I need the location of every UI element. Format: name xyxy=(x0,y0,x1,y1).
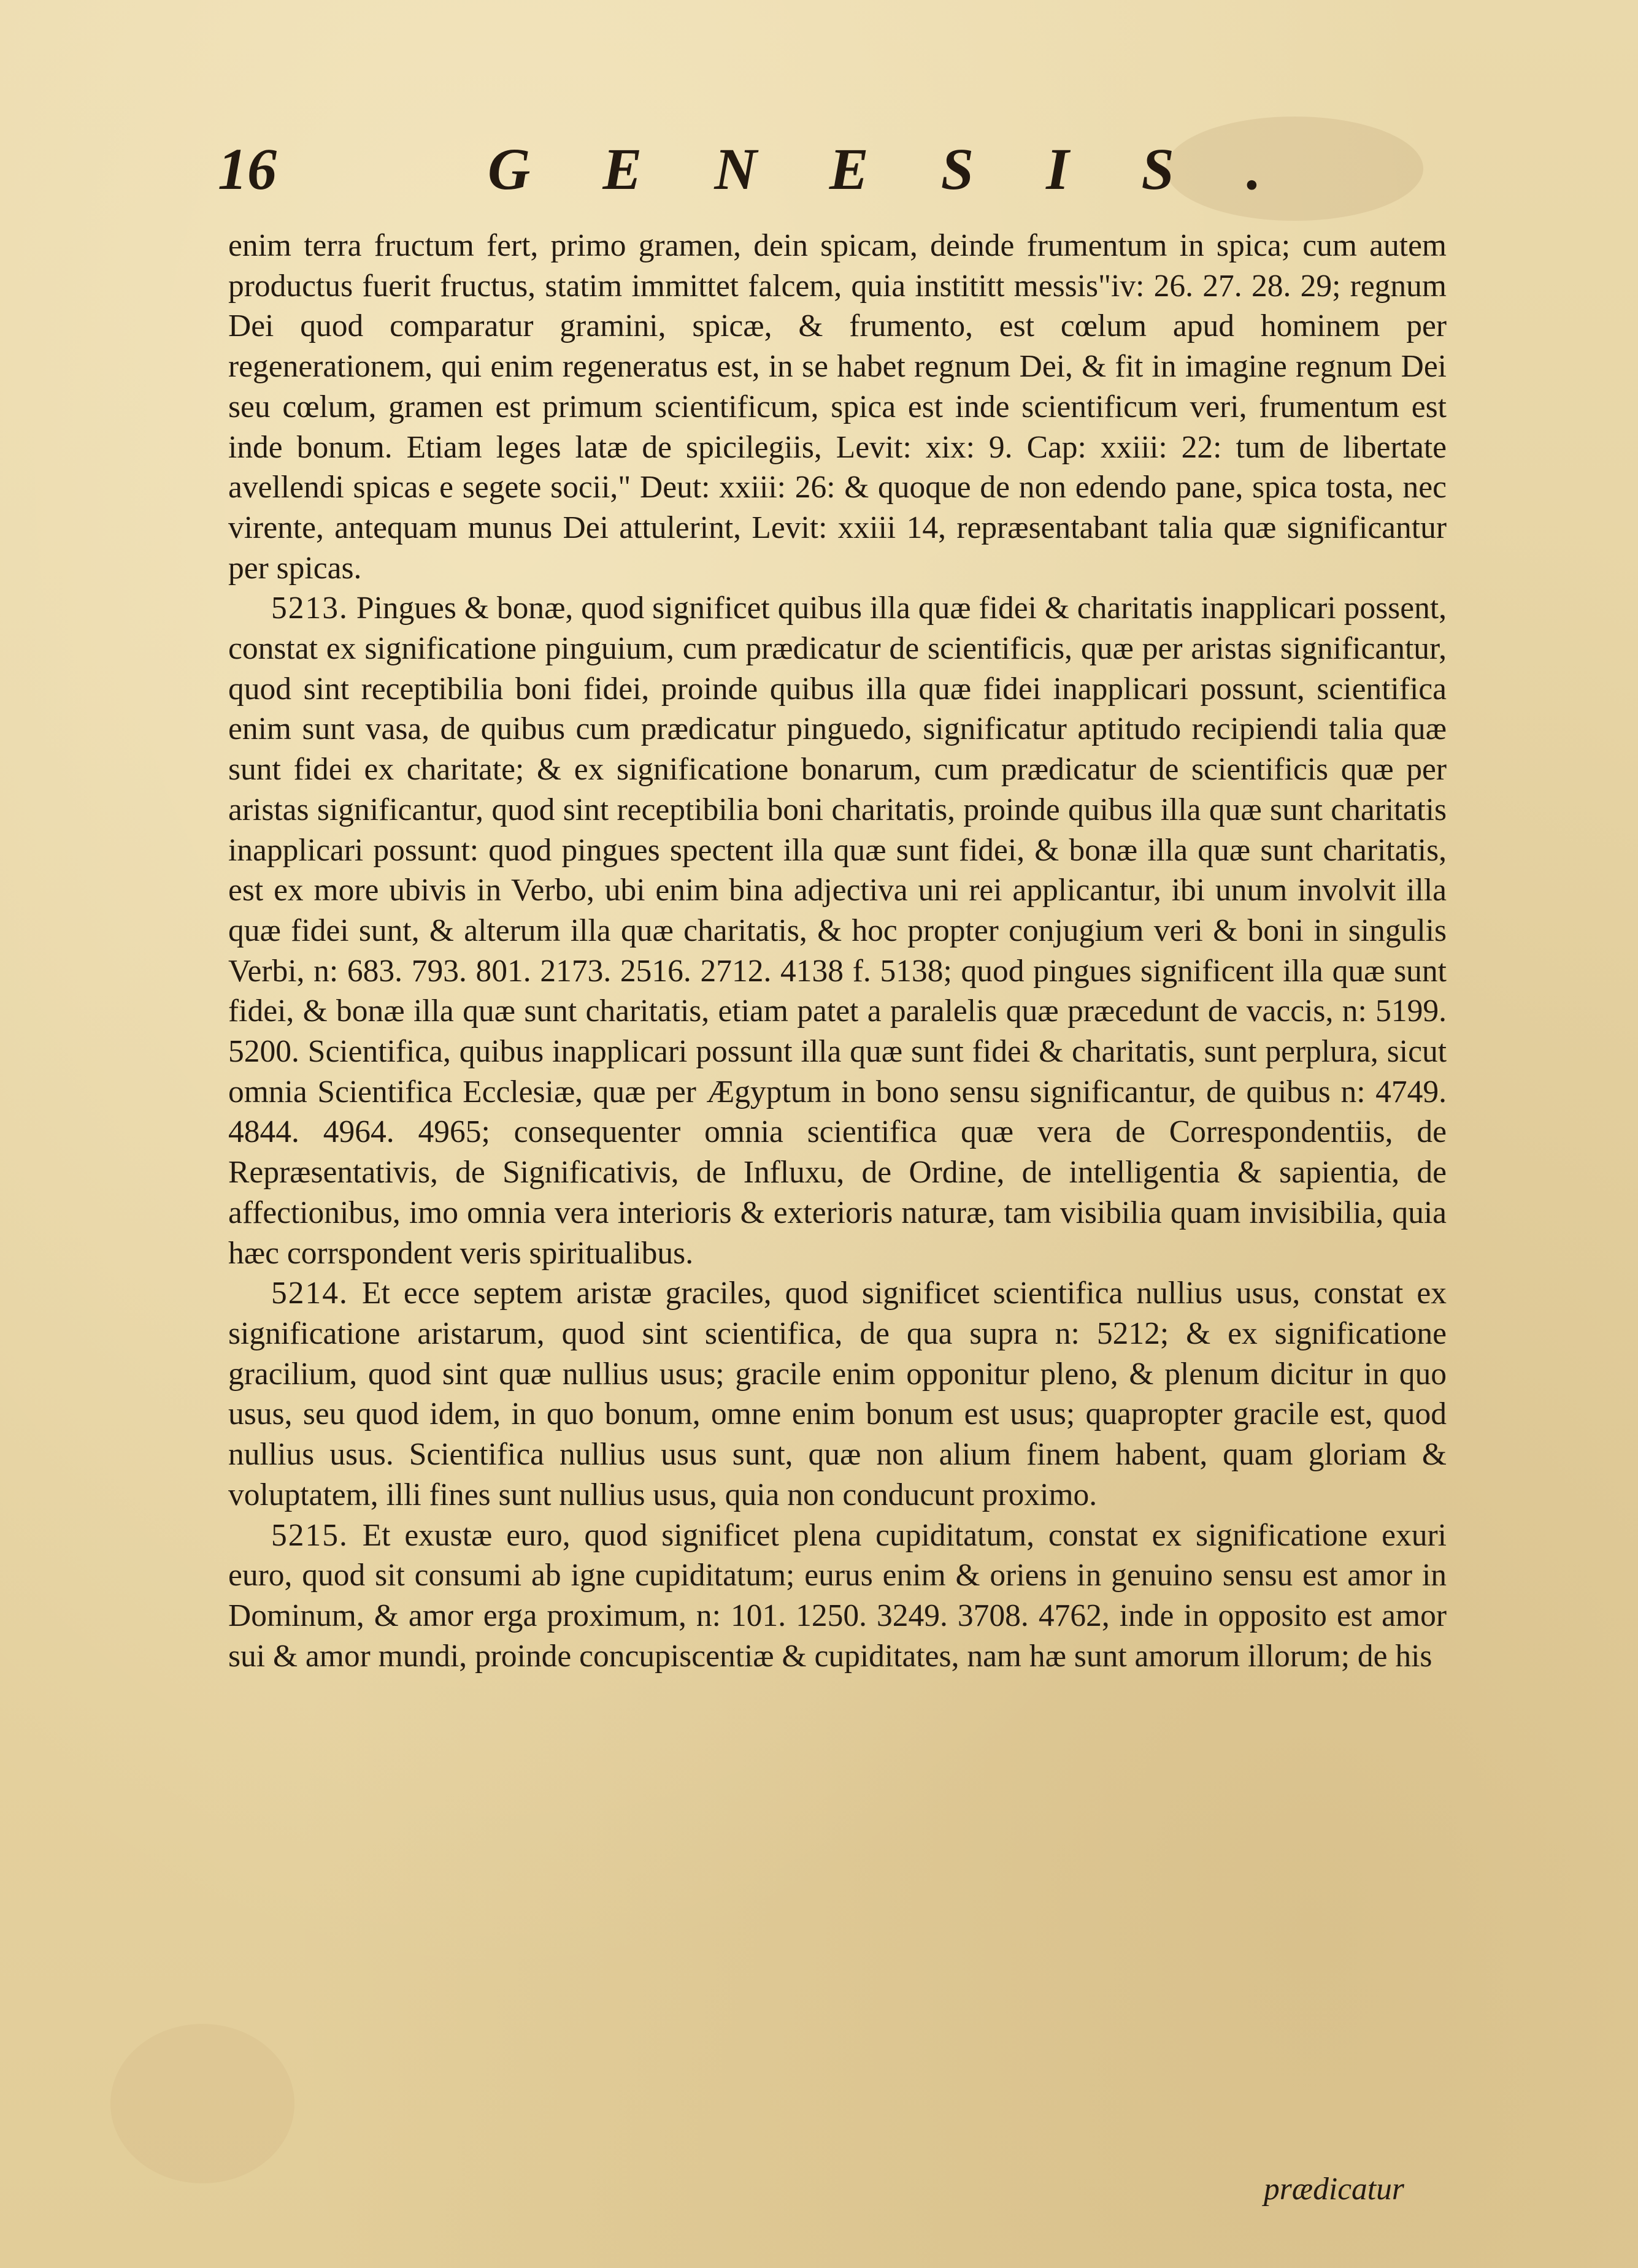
paragraph-5214 xyxy=(228,1273,1447,1515)
paragraph-5215 xyxy=(228,1515,1447,1677)
page-number: 16 xyxy=(218,136,277,202)
paragraph-5213 xyxy=(228,588,1447,1273)
running-head xyxy=(218,136,1445,220)
catchword: prædicatur xyxy=(1264,2172,1404,2207)
body-text xyxy=(228,226,1447,1676)
book-title: GENESIS. xyxy=(488,136,1334,202)
paragraph-number: 5215. xyxy=(271,1517,348,1553)
paragraph-continuation xyxy=(228,226,1447,588)
paper-stain xyxy=(110,2024,294,2183)
paragraph-text: Pingues & bonæ, quod significet quibus illa quæ fidei & charitatis inapplicari possent, constat ex significatione pinguium, cum prædicatur de scientificis, quæ per aristas significantur, quod sint receptibilia boni fidei, proinde quibus illa quæ fidei inapplicari possunt, scientifica enim sunt vasa, de quibus cum prædicatur pinguedo, significatur aptitudo recipiendi talia quæ sunt fidei ex charitate; & ex significatione bonarum, cum prædicatur de scientificis quæ per aristas significantur, quod sint receptibilia boni charitatis, proinde quibus illa quæ sunt charitatis inapplicari possunt: quod pingues spectent illa quæ sunt fidei, & bonæ illa quæ sunt charitatis, est ex more ubivis in Verbo, ubi enim bina adjectiva uni rei applicantur, ibi unum involvit illa quæ fidei sunt, & alterum illa quæ charitatis, & hoc propter conjugium veri & boni in singulis Verbi, n: 683. 793. 801. 2173. 2516. 2712. 4138 f. 5138; quod pingues significent illa quæ sunt fidei, & bonæ illa quæ sunt charitatis, etiam patet a paralelis quæ præcedunt de vaccis, n: 5199. 5200. Scientifica, quibus inapplicari possunt illa quæ sunt fidei & charitatis, sunt perplura, sicut omnia Scientifica Ecclesiæ, quæ per Ægyptum in bono sensu significantur, de quibus n: 4749. 4844. 4964. 4965; consequenter omnia scientifica quæ vera de Correspondentiis, de Repræsentativis, de Significativis, de Influxu, de Ordine, de intelligentia & sapientia, de affectionibus, imo omnia vera interioris & exterioris naturæ, tam visibilia quam invisibilia, quia hæc corrspondent veris spiritualibus. xyxy=(228,591,1447,1271)
paragraph-number: 5213. xyxy=(271,591,348,626)
paragraph-text: Et exustæ euro, quod significet plena cupiditatum, constat ex significatione exuri euro, quod sit consumi ab igne cupiditatum; eurus enim & oriens in genuino sensu est amor in Dominum, & amor erga proximum, n: 101. 1250. 3249. 3708. 4762, inde in opposito est amor sui & amor mundi, proinde concupiscentiæ & cupiditates, nam hæ sunt amorum illorum; de his xyxy=(228,1517,1447,1674)
paragraph-number: 5214. xyxy=(271,1276,348,1311)
paragraph-text: Et ecce septem aristæ graciles, quod significet scientifica nullius usus, constat ex significatione aristarum, quod sint scientifica, de qua supra n: 5212; & ex significatione gracilium, quod sint quæ nullius usus; gracile enim opponitur pleno, & plenum dicitur in quo usus, seu quod idem, in quo bonum, omne enim bonum est usus; quapropter gracile est, quod nullius usus. Scientifica nullius usus sunt, quæ non alium finem habent, quam gloriam & voluptatem, illi fines sunt nullius usus, quia non conducunt proximo. xyxy=(228,1276,1447,1512)
paragraph-text: enim terra fructum fert, primo gramen, dein spicam, deinde frumentum in spica; cum autem productus fuerit fructus, statim immittet falcem, quia instititt messis"iv: 26. 27. 28. 29; regnum Dei quod comparatur gramini, spicæ, & frumento, est cœlum apud hominem per regenerationem, qui enim regeneratus est, in se habet regnum Dei, & fit in imagine regnum Dei seu cœlum, gramen est primum scientificum, spica est inde scientificum veri, frumentum est inde bonum. Etiam leges latæ de spicilegiis, Levit: xix: 9. Cap: xxiii: 22: tum de libertate avellendi spicas e segete socii," Deut: xxiii: 26: & quoque de non edendo pane, spica tosta, nec virente, antequam munus Dei attulerint, Levit: xxiii 14, repræsentabant talia quæ significantur per spicas. xyxy=(228,228,1447,586)
